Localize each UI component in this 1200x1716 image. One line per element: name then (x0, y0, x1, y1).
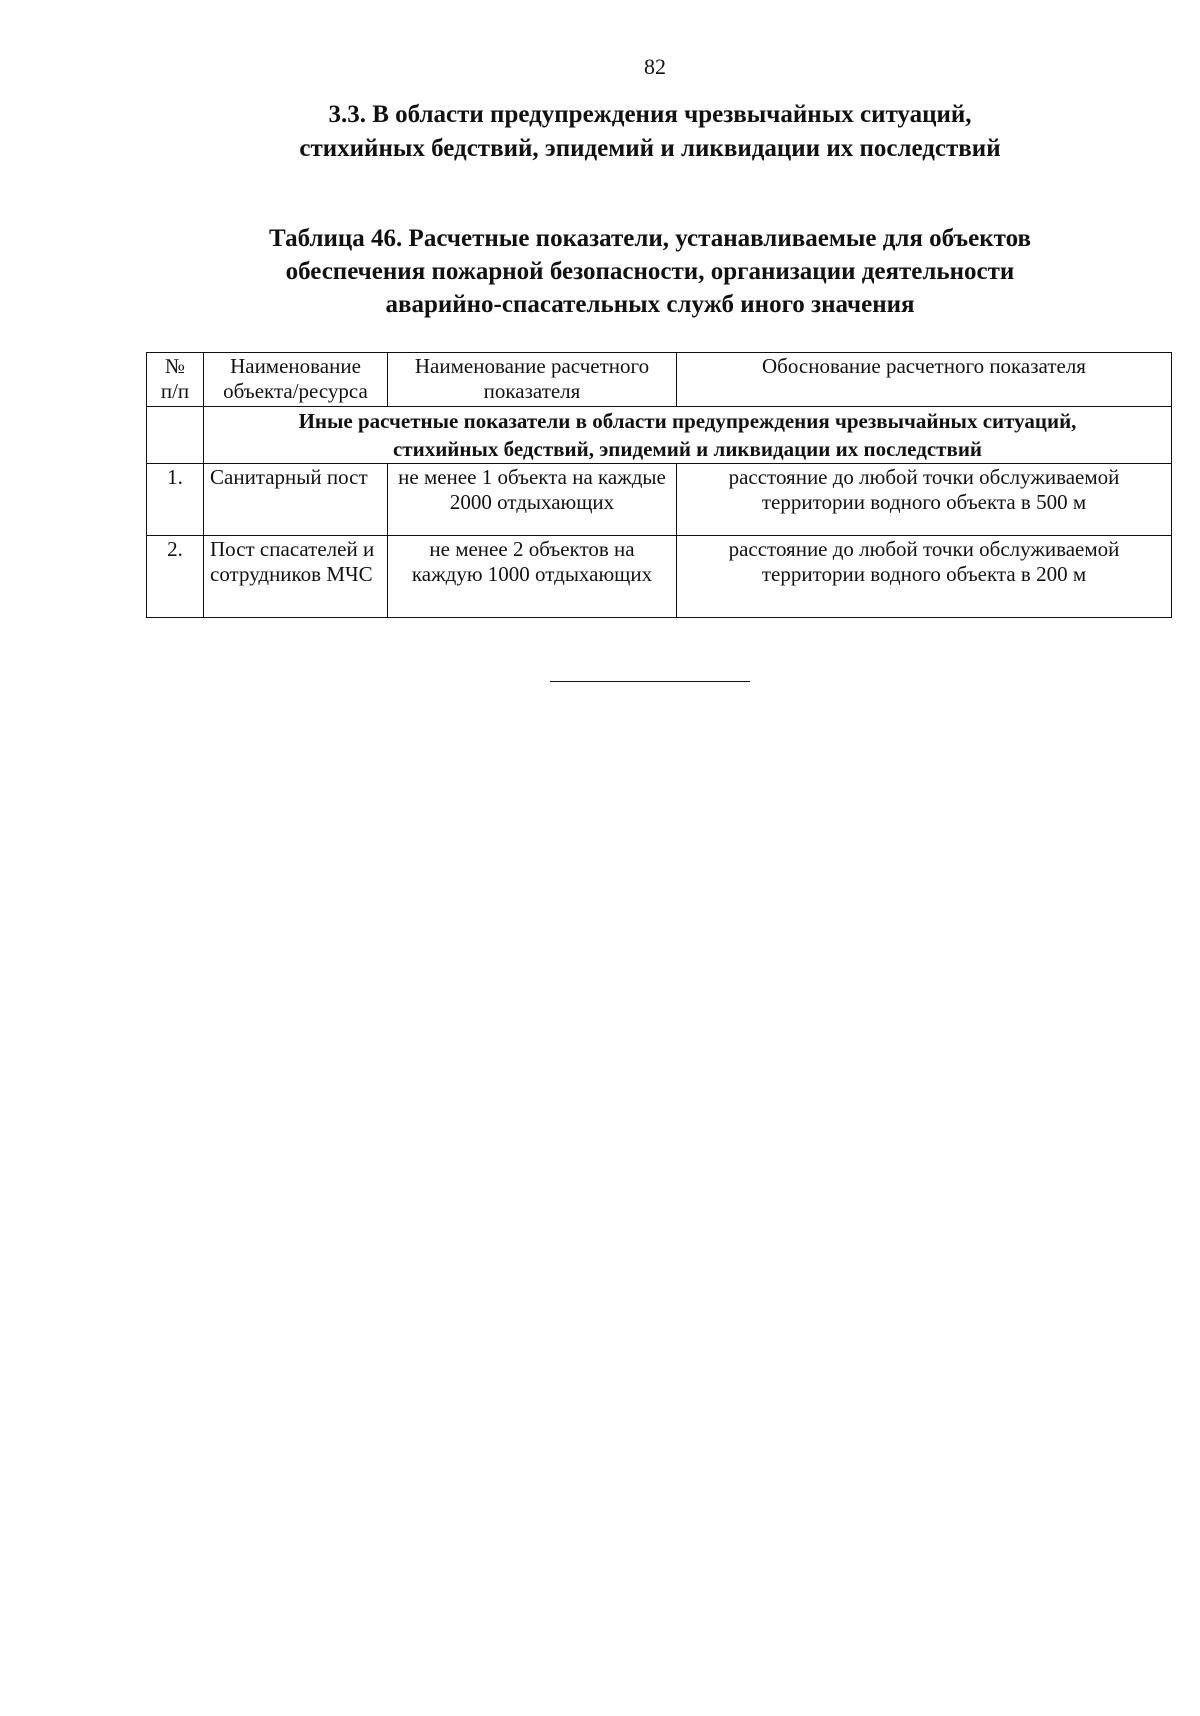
header-number: № п/п (147, 353, 204, 407)
indicators-table (146, 352, 1172, 618)
table-caption (150, 222, 1150, 321)
section-heading (150, 98, 1150, 166)
section-heading-line: стихийных бедствий, эпидемий и ликвидации их последствий (299, 135, 1001, 162)
section-heading-line: 3.3. В области предупреждения чрезвычайных ситуаций, (328, 101, 972, 128)
row-object: Пост спасателей и сотрудников МЧС (204, 536, 388, 618)
row-indicator: не менее 1 объекта на каждые 2000 отдыхающих (388, 464, 677, 536)
table-row (147, 464, 1172, 536)
table-row (147, 536, 1172, 618)
page-number: 82 (644, 54, 666, 79)
section-row-number (147, 407, 204, 464)
table-header-row (147, 353, 1172, 407)
row-indicator: не менее 2 объектов на каждую 1000 отдыхающих (388, 536, 677, 618)
row-number: 1. (147, 464, 204, 536)
end-divider (550, 681, 750, 682)
row-object: Санитарный пост (204, 464, 388, 536)
header-justification: Обоснование расчетного показателя (677, 353, 1172, 407)
row-justification: расстояние до любой точки обслуживаемой территории водного объекта в 500 м (677, 464, 1172, 536)
table-caption-line: аварийно-спасательных служб иного значения (385, 291, 915, 318)
row-justification: расстояние до любой точки обслуживаемой территории водного объекта в 200 м (677, 536, 1172, 618)
row-number: 2. (147, 536, 204, 618)
header-indicator: Наименование расчетного показателя (388, 353, 677, 407)
table-caption-line: Таблица 46. Расчетные показатели, устанавливаемые для объектов (269, 225, 1031, 252)
header-object: Наименование объекта/ресурса (204, 353, 388, 407)
table-section-row (147, 407, 1172, 464)
table-caption-line: обеспечения пожарной безопасности, организации деятельности (285, 258, 1015, 285)
section-row-title: Иные расчетные показатели в области предупреждения чрезвычайных ситуаций, стихийных бедствий, эпидемий и ликвидации их последствий (204, 407, 1172, 464)
